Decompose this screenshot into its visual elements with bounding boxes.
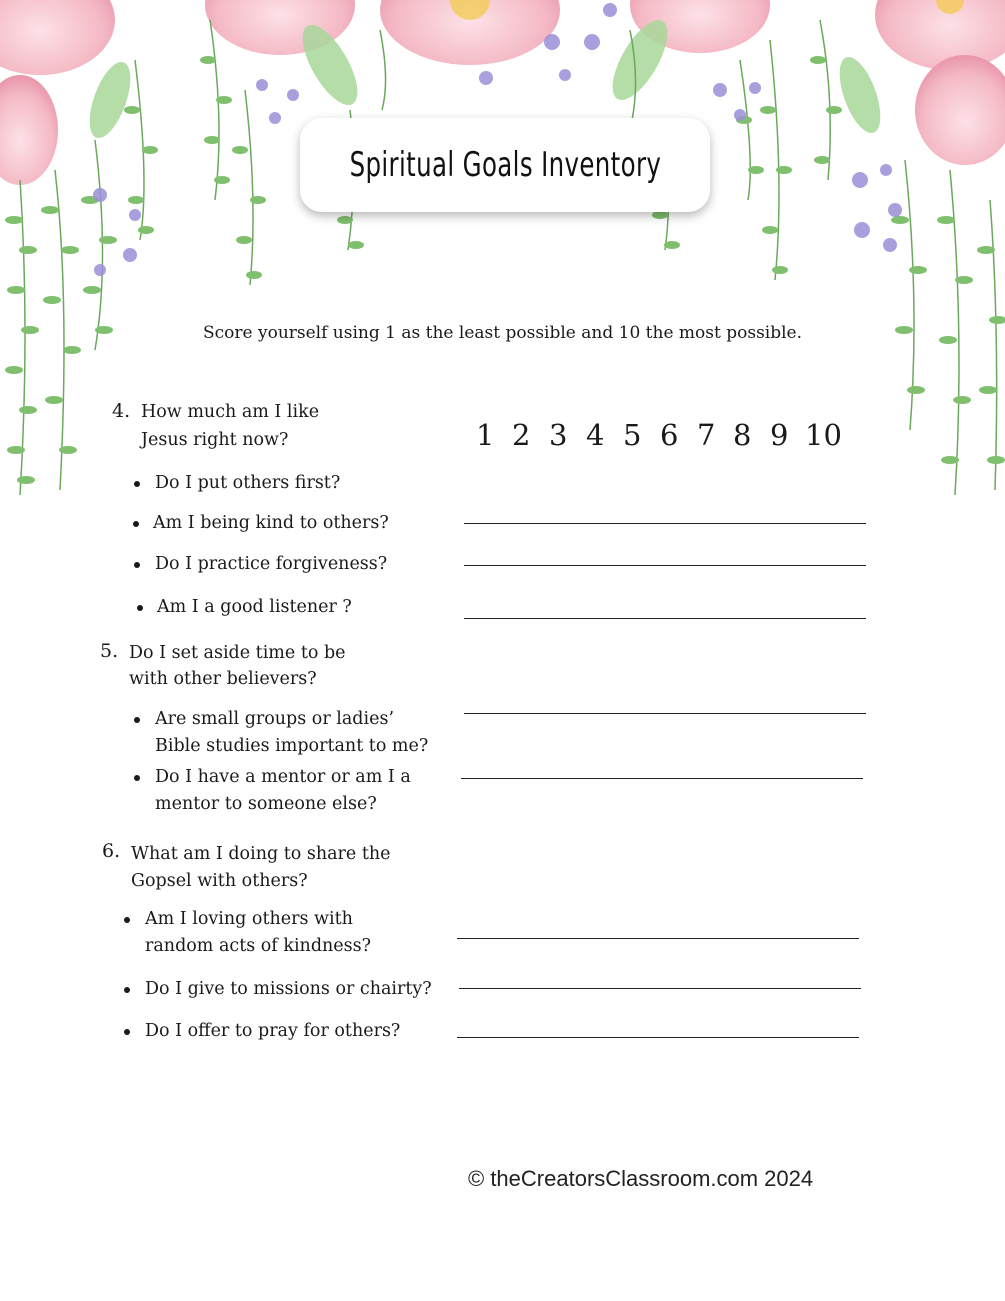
question-number: 5. [100,640,119,662]
answer-line[interactable] [457,1037,859,1038]
question-number: 4. [112,400,131,422]
bullet-dot [134,562,140,568]
sub-question-line: random acts of kindness? [145,936,371,956]
title-card [300,118,710,212]
scale-number: 4 [586,418,605,452]
rating-scale [476,418,842,452]
question-text-line: How much am I like [141,402,320,422]
scale-number: 5 [623,418,642,452]
scale-number: 9 [770,418,789,452]
bullet-dot [134,481,140,487]
sub-question-line: Bible studies important to me? [155,736,429,756]
answer-line[interactable] [464,565,866,566]
answer-line[interactable] [464,618,866,619]
copyright-footer: © theCreatorsClassroom.com 2024 [468,1166,814,1191]
sub-question-line: Do I have a mentor or am I a [155,767,411,787]
question-text-line: What am I doing to share the [131,844,391,864]
answer-line[interactable] [461,778,863,779]
sub-question-line: mentor to someone else? [155,794,377,814]
scale-number: 2 [512,418,531,452]
question-text-line: Gopsel with others? [131,871,308,891]
scale-number: 1 [476,418,495,452]
scale-number: 8 [733,418,752,452]
scale-number: 6 [660,418,679,452]
sub-question: Do I offer to pray for others? [145,1021,401,1041]
sub-question: Do I put others first? [155,473,341,493]
answer-line[interactable] [459,988,861,989]
question-text-line: Jesus right now? [141,430,289,450]
answer-line[interactable] [464,713,866,714]
answer-line[interactable] [457,938,859,939]
scale-number: 10 [805,418,842,452]
page-title: Spiritual Goals Inventory [349,145,661,185]
question-number: 6. [102,840,121,862]
answer-line[interactable] [464,523,866,524]
instructions: Score yourself using 1 as the least possible and 10 the most possible. [202,323,803,343]
bullet-dot [133,521,139,527]
question-text-line: Do I set aside time to be [129,643,346,663]
sub-question-line: Are small groups or ladies’ [155,709,395,729]
bullet-dot [124,987,130,993]
bullet-dot [134,717,140,723]
bullet-dot [137,605,143,611]
bullet-dot [124,1029,130,1035]
sub-question: Am I being kind to others? [153,513,389,533]
question-text-line: with other believers? [129,669,317,689]
sub-question-line: Am I loving others with [145,909,353,929]
sub-question: Am I a good listener ? [157,597,352,617]
sub-question: Do I practice forgiveness? [155,554,388,574]
bullet-dot [134,775,140,781]
bullet-dot [124,917,130,923]
sub-question: Do I give to missions or chairty? [145,979,432,999]
scale-number: 3 [549,418,568,452]
scale-number: 7 [697,418,716,452]
